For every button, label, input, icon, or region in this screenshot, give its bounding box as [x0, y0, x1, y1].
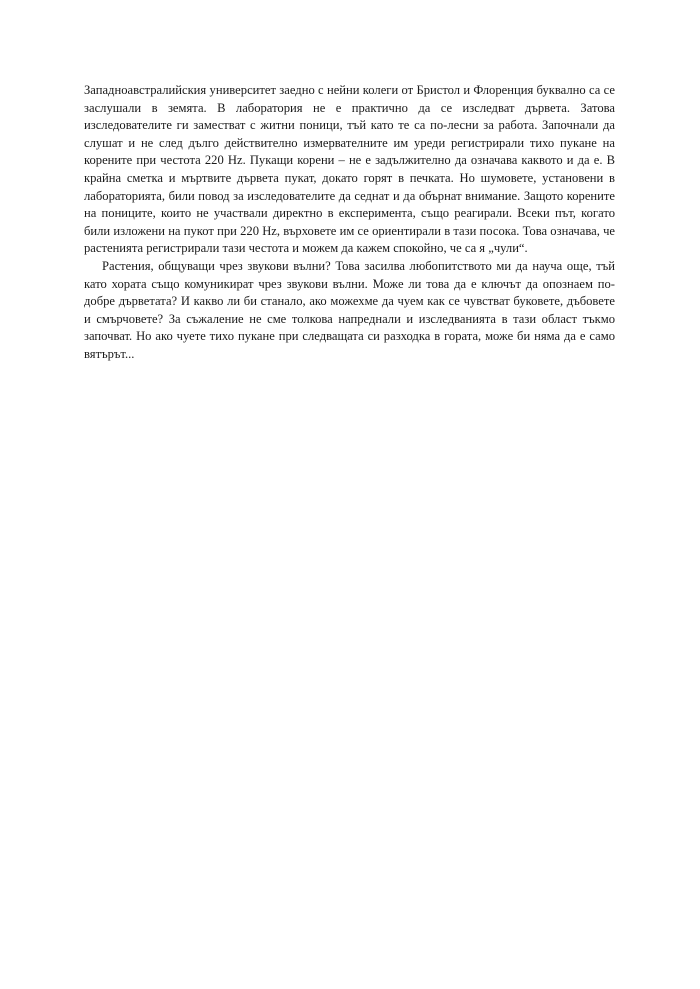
- paragraph-2: Растения, общуващи чрез звукови вълни? Това засилва любопитството ми да науча още, тъй като хората също комуникират чрез звукови вълни. Може ли това да е ключът да опознаем по-добре дърветата? И какво ли би станало, ако можехме да чуем как се чувстват буковете, дъбовете и смърчовете? За съжаление не сме толкова напреднали и изследванията в тази област тъкмо започват. Но ако чуете тихо пукане при следващата си разходка в гората, може би няма да е само вятърът...: [84, 258, 615, 361]
- body-text: [84, 82, 615, 364]
- paragraph-1: Западноавстралийския университет заедно с нейни колеги от Бристол и Флоренция буквално са се заслушали в земята. В лаборатория не е практично да се изследват дървета. Затова изследователите ги заместват с житни поници, тъй като те са по-лесни за работа. Започнали да слушат и не след дълго действително измервателните им уреди регистрирали тихо пукане на корените при честота 220 Hz. Пукащи корени – не е задължително да означава каквото и да е. В крайна сметка и мъртвите дървета пукат, докато горят в печката. Но шумовете, установени в лабораторията, били повод за изследователите да седнат и да обърнат внимание. Защото корените на пониците, които не участвали директно в експеримента, също реагирали. Всеки път, когато били изложени на пукот при 220 Hz, върховете им се ориентирали в тази посока. Това означава, че растенията регистрирали тази честота и можем да кажем спокойно, че са я „чули“.: [84, 83, 615, 256]
